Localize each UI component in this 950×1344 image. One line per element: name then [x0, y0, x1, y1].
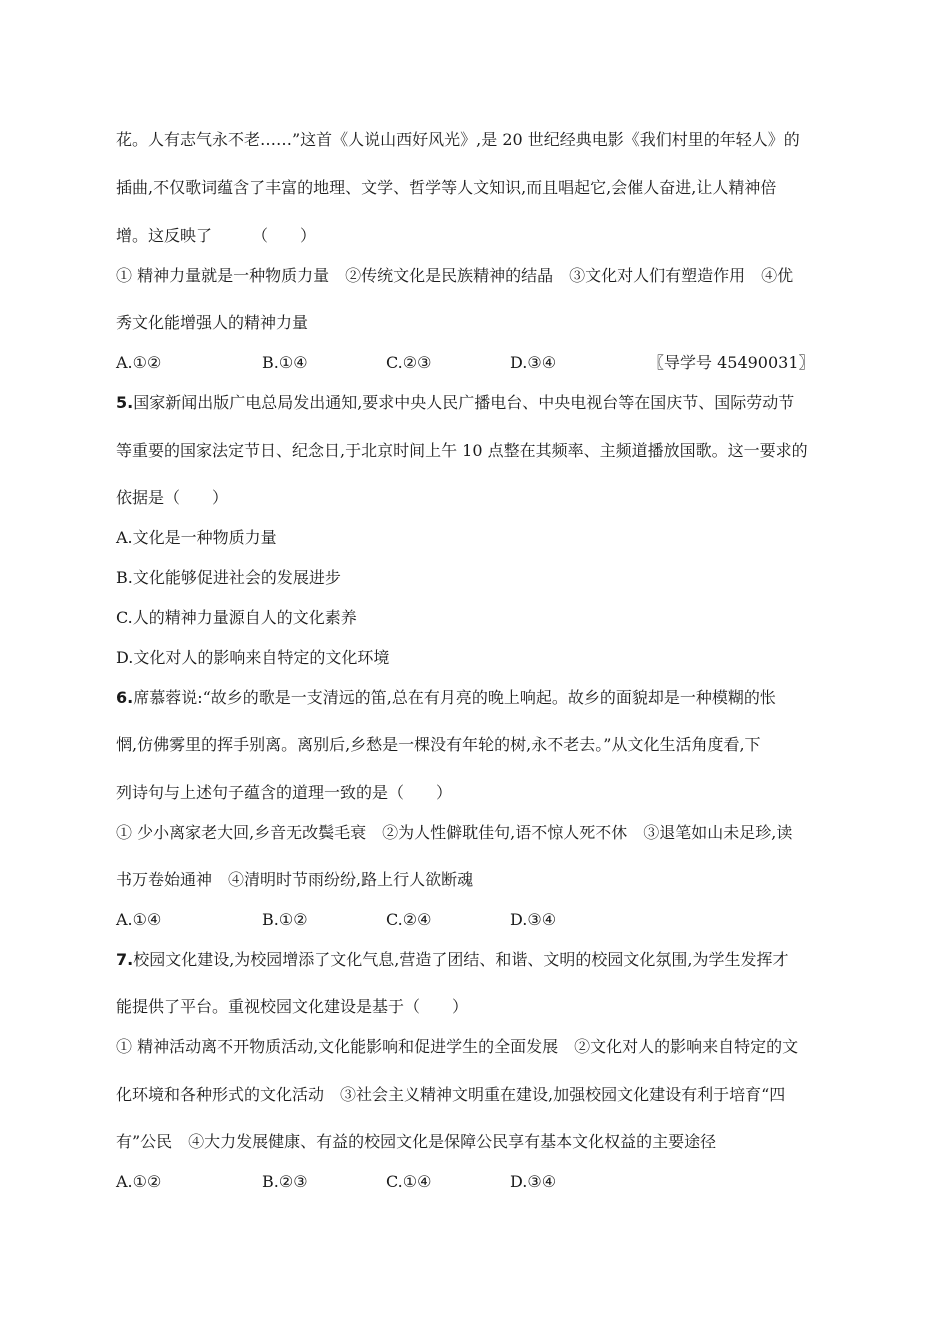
- q6-option-d: D.③④: [510, 910, 557, 929]
- q4-guide-number: 〖导学号 45490031〗: [648, 353, 815, 372]
- q7-statement-line-3: 有”公民 ④大力发展健康、有益的校园文化是保障公民享有基本文化权益的主要途径: [116, 1132, 717, 1151]
- q5-option-d: D.文化对人的影响来自特定的文化环境: [116, 648, 390, 667]
- q5-option-c: C.人的精神力量源自人的文化素养: [116, 608, 357, 627]
- q5-option-b: B.文化能够促进社会的发展进步: [116, 568, 341, 587]
- q4-text-line-1: 花。人有志气永不老……”这首《人说山西好风光》,是 20 世纪经典电影《我们村里的年轻人》的: [116, 130, 800, 149]
- q5-text-line-1: [116, 393, 794, 413]
- q4-text-line-2: 插曲,不仅歌词蕴含了丰富的地理、文学、哲学等人文知识,而且唱起它,会催人奋进,让人精神倍: [116, 178, 777, 197]
- q6-text-line-3: 列诗句与上述句子蕴含的道理一致的是（ ）: [116, 783, 453, 802]
- q4-statement-line-2: 秀文化能增强人的精神力量: [116, 313, 309, 332]
- q4-text-line-3: 增。这反映了 （ ）: [116, 226, 317, 245]
- q5-option-a: A.文化是一种物质力量: [116, 528, 277, 547]
- q4-option-c: C.②③: [386, 353, 432, 372]
- q7-option-c: C.①④: [386, 1172, 432, 1191]
- q6-option-c: C.②④: [386, 910, 432, 929]
- q4-option-d: D.③④: [510, 353, 557, 372]
- q6-statement-line-1: ① 少小离家老大回,乡音无改鬓毛衰 ②为人性僻耽佳句,语不惊人死不休 ③退笔如山未足珍,读: [116, 823, 793, 842]
- q7-option-d: D.③④: [510, 1172, 557, 1191]
- q6-statement-line-2: 书万卷始通神 ④清明时节雨纷纷,路上行人欲断魂: [116, 870, 474, 889]
- q7-text-line-2: 能提供了平台。重视校园文化建设是基于（ ）: [116, 997, 469, 1016]
- q7-statement-line-1: ① 精神活动离不开物质活动,文化能影响和促进学生的全面发展 ②文化对人的影响来自特定的文: [116, 1037, 799, 1056]
- q6-stem-part-1: 席慕蓉说:“故乡的歌是一支清远的笛,总在有月亮的晚上响起。故乡的面貌却是一种模糊的怅: [133, 688, 776, 707]
- q4-option-b: B.①④: [262, 353, 308, 372]
- q6-option-b: B.①②: [262, 910, 308, 929]
- q7-option-b: B.②③: [262, 1172, 308, 1191]
- q4-option-a: A.①②: [116, 353, 162, 372]
- q7-statement-line-2: 化环境和各种形式的文化活动 ③社会主义精神文明重在建设,加强校园文化建设有利于培育“四: [116, 1085, 786, 1104]
- q6-option-a: A.①④: [116, 910, 162, 929]
- q5-stem-part-1: 国家新闻出版广电总局发出通知,要求中央人民广播电台、中央电视台等在国庆节、国际劳动节: [133, 393, 795, 412]
- q6-number: 6.: [116, 688, 134, 707]
- q7-number: 7.: [116, 950, 134, 969]
- q4-statement-line-1: ① 精神力量就是一种物质力量 ②传统文化是民族精神的结晶 ③文化对人们有塑造作用 ④优: [116, 266, 794, 285]
- q5-text-line-2: 等重要的国家法定节日、纪念日,于北京时间上午 10 点整在其频率、主频道播放国歌。这一要求的: [116, 441, 808, 460]
- q6-text-line-1: [116, 688, 776, 708]
- q5-number: 5.: [116, 393, 134, 412]
- q7-option-a: A.①②: [116, 1172, 162, 1191]
- q6-text-line-2: 惘,仿佛雾里的挥手别离。离别后,乡愁是一棵没有年轮的树,永不老去。”从文化生活角度看,下: [116, 735, 761, 754]
- q5-text-line-3: 依据是（ ）: [116, 488, 229, 507]
- q7-text-line-1: [116, 950, 788, 970]
- q7-stem-part-1: 校园文化建设,为校园增添了文化气息,营造了团结、和谐、文明的校园文化氛围,为学生发挥才: [133, 950, 789, 969]
